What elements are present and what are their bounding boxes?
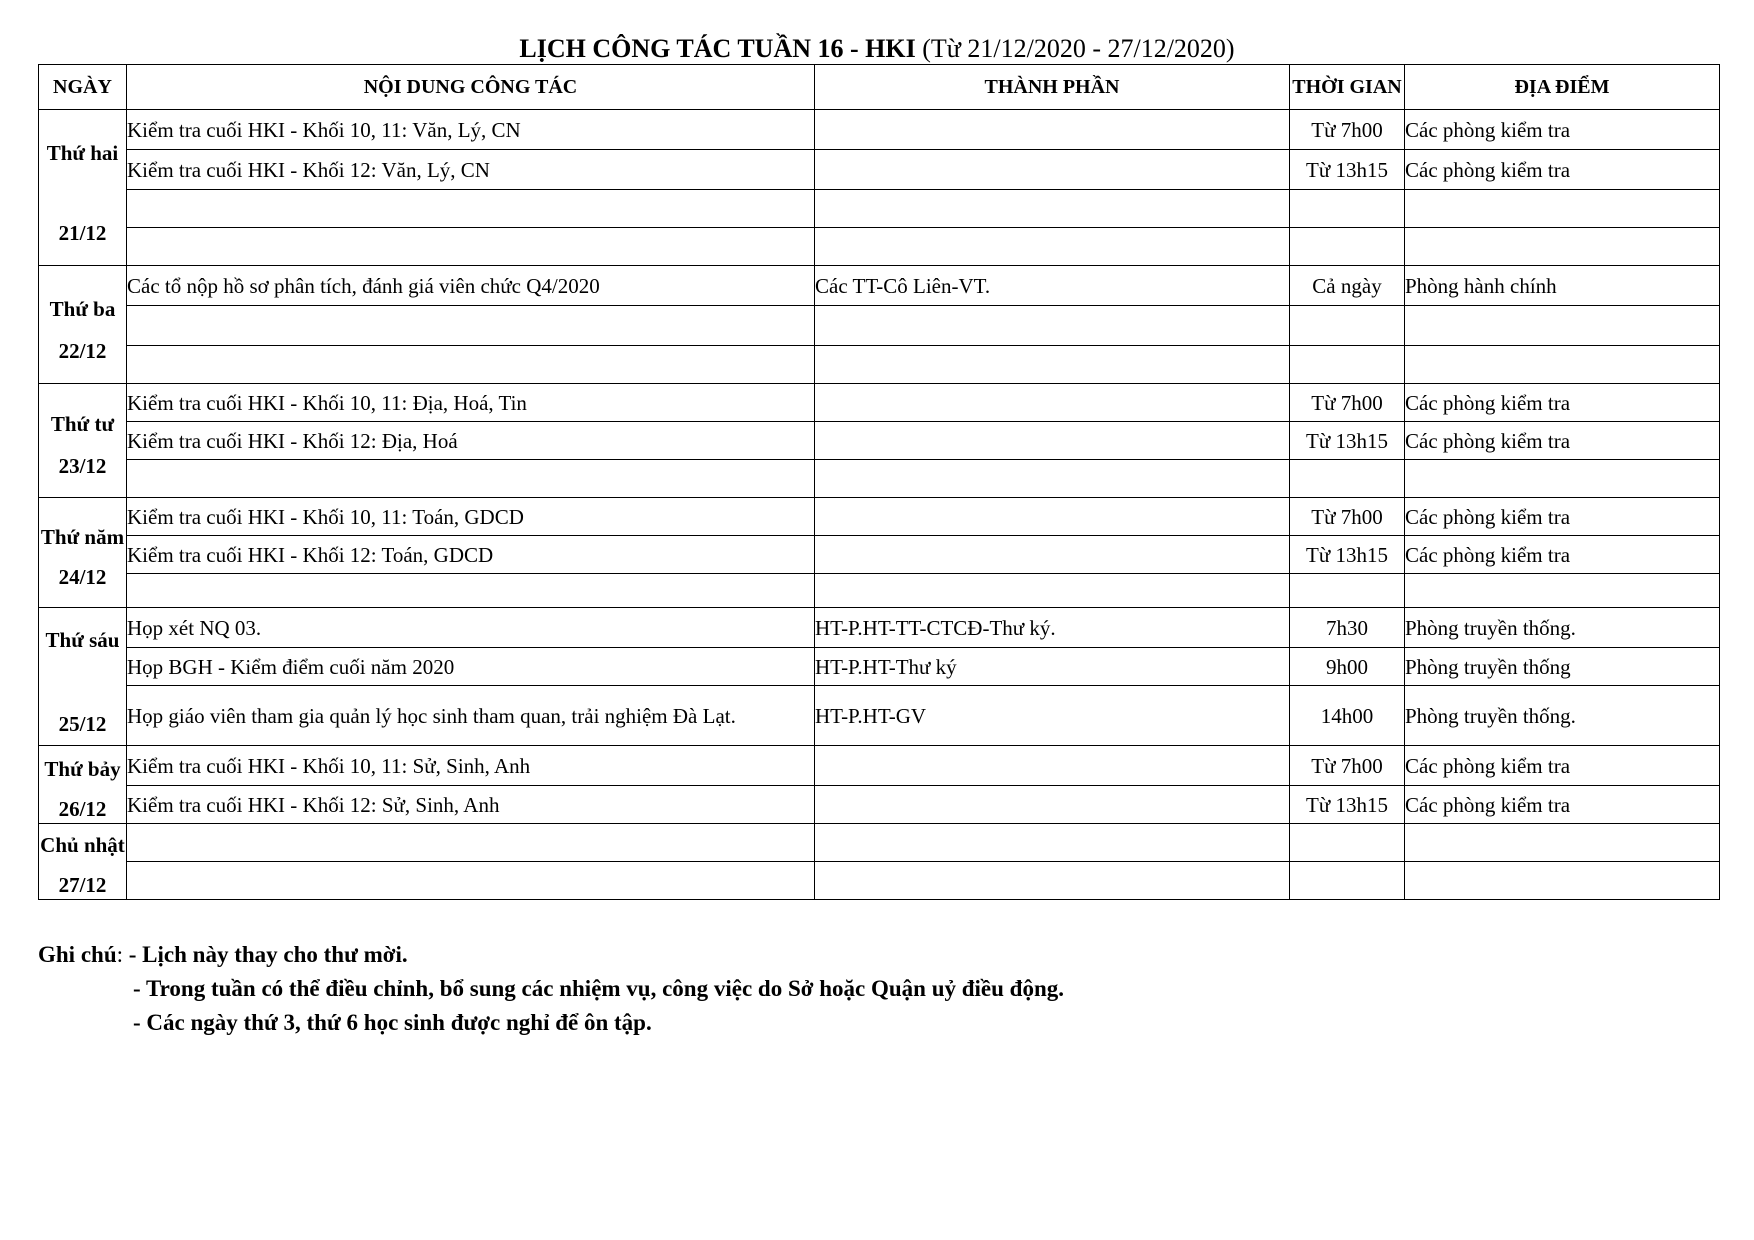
header-row: [39, 65, 1720, 110]
table-row: [39, 862, 1720, 900]
members-cell: [815, 384, 1290, 422]
day-date: 24/12: [58, 564, 107, 589]
header-content: NỘI DUNG CÔNG TÁC: [127, 65, 815, 110]
day-name: Thứ bảy: [44, 756, 121, 781]
day-cell: [39, 608, 127, 746]
schedule-table: [38, 64, 1720, 900]
members-cell: [815, 460, 1290, 498]
time-cell: Từ 13h15: [1290, 150, 1405, 190]
day-name: Thứ tư: [50, 411, 115, 436]
time-cell: 9h00: [1290, 648, 1405, 686]
place-cell: Phòng hành chính: [1405, 266, 1720, 306]
day-name: Thứ sáu: [45, 627, 120, 652]
day-cell: [39, 266, 127, 384]
time-cell: Từ 7h00: [1290, 110, 1405, 150]
content-cell: Kiểm tra cuối HKI - Khối 12: Địa, Hoá: [127, 422, 815, 460]
time-cell: [1290, 346, 1405, 384]
table-row: [39, 824, 1720, 862]
day-date: 26/12: [58, 796, 107, 821]
table-row: [39, 266, 1720, 306]
time-cell: Từ 7h00: [1290, 498, 1405, 536]
header-place: ĐỊA ĐIỂM: [1405, 65, 1720, 110]
content-cell: [127, 346, 815, 384]
notes-section: [38, 938, 1064, 1040]
table-row: [39, 574, 1720, 608]
header-members: THÀNH PHẦN: [815, 65, 1290, 110]
day-name: Thứ năm: [40, 524, 125, 549]
members-cell: HT-P.HT-Thư ký: [815, 648, 1290, 686]
day-date: 23/12: [58, 453, 107, 478]
table-row: [39, 686, 1720, 746]
day-date: 25/12: [58, 711, 107, 736]
content-cell: Kiểm tra cuối HKI - Khối 10, 11: Toán, GDCD: [127, 498, 815, 536]
members-cell: [815, 150, 1290, 190]
document-title: [0, 34, 1754, 64]
table-row: [39, 746, 1720, 786]
table-row: [39, 110, 1720, 150]
members-cell: [815, 190, 1290, 228]
header-time: THỜI GIAN: [1290, 65, 1405, 110]
table-row: [39, 422, 1720, 460]
place-cell: Các phòng kiểm tra: [1405, 422, 1720, 460]
time-cell: 14h00: [1290, 686, 1405, 746]
place-cell: [1405, 460, 1720, 498]
members-cell: [815, 498, 1290, 536]
time-cell: 7h30: [1290, 608, 1405, 648]
members-cell: [815, 746, 1290, 786]
day-cell: [39, 498, 127, 608]
time-cell: [1290, 460, 1405, 498]
content-cell: Kiểm tra cuối HKI - Khối 10, 11: Sử, Sinh, Anh: [127, 746, 815, 786]
time-cell: [1290, 306, 1405, 346]
table-row: [39, 346, 1720, 384]
members-cell: [815, 306, 1290, 346]
content-cell: [127, 862, 815, 900]
place-cell: Các phòng kiểm tra: [1405, 536, 1720, 574]
place-cell: Phòng truyền thống: [1405, 648, 1720, 686]
content-cell: Kiểm tra cuối HKI - Khối 10, 11: Văn, Lý, CN: [127, 110, 815, 150]
content-cell: [127, 574, 815, 608]
time-cell: [1290, 824, 1405, 862]
time-cell: Từ 13h15: [1290, 786, 1405, 824]
content-cell: [127, 228, 815, 266]
day-name: Thứ ba: [49, 296, 116, 321]
place-cell: [1405, 574, 1720, 608]
time-cell: Từ 7h00: [1290, 746, 1405, 786]
members-cell: [815, 824, 1290, 862]
table-row: [39, 228, 1720, 266]
day-cell: [39, 110, 127, 266]
table-row: [39, 608, 1720, 648]
place-cell: [1405, 228, 1720, 266]
schedule-body: [39, 110, 1720, 900]
content-cell: Họp giáo viên tham gia quản lý học sinh tham quan, trải nghiệm Đà Lạt.: [127, 686, 815, 746]
place-cell: Các phòng kiểm tra: [1405, 384, 1720, 422]
day-cell: [39, 384, 127, 498]
time-cell: Từ 13h15: [1290, 422, 1405, 460]
time-cell: [1290, 190, 1405, 228]
table-row: [39, 536, 1720, 574]
time-cell: Cả ngày: [1290, 266, 1405, 306]
content-cell: Kiểm tra cuối HKI - Khối 12: Văn, Lý, CN: [127, 150, 815, 190]
table-row: [39, 384, 1720, 422]
members-cell: [815, 110, 1290, 150]
table-row: [39, 498, 1720, 536]
table-row: [39, 306, 1720, 346]
time-cell: [1290, 228, 1405, 266]
place-cell: Các phòng kiểm tra: [1405, 786, 1720, 824]
content-cell: Họp BGH - Kiểm điểm cuối năm 2020: [127, 648, 815, 686]
place-cell: [1405, 824, 1720, 862]
members-cell: Các TT-Cô Liên-VT.: [815, 266, 1290, 306]
note-text: - Lịch này thay cho thư mời.: [128, 942, 408, 967]
day-date: 22/12: [58, 338, 107, 363]
members-cell: [815, 786, 1290, 824]
time-cell: Từ 13h15: [1290, 536, 1405, 574]
place-cell: [1405, 346, 1720, 384]
content-cell: [127, 824, 815, 862]
content-cell: Các tổ nộp hồ sơ phân tích, đánh giá viên chức Q4/2020: [127, 266, 815, 306]
members-cell: [815, 228, 1290, 266]
members-cell: HT-P.HT-TT-CTCĐ-Thư ký.: [815, 608, 1290, 648]
content-cell: Kiểm tra cuối HKI - Khối 10, 11: Địa, Hoá, Tin: [127, 384, 815, 422]
note-line-2: - Trong tuần có thể điều chỉnh, bổ sung các nhiệm vụ, công việc do Sở hoặc Quận uỷ điều động.: [133, 976, 1065, 1001]
members-cell: [815, 536, 1290, 574]
members-cell: [815, 862, 1290, 900]
time-cell: [1290, 862, 1405, 900]
table-row: [39, 190, 1720, 228]
table-row: [39, 150, 1720, 190]
place-cell: [1405, 306, 1720, 346]
table-row: [39, 648, 1720, 686]
title-date-range: (Từ 21/12/2020 - 27/12/2020): [922, 34, 1235, 63]
table-row: [39, 786, 1720, 824]
place-cell: Các phòng kiểm tra: [1405, 150, 1720, 190]
table-row: [39, 460, 1720, 498]
day-date: 21/12: [58, 220, 107, 245]
title-main: LỊCH CÔNG TÁC TUẦN 16 - HKI: [519, 34, 916, 63]
note-line-1: Ghi chú: - Lịch này thay cho thư mời.: [38, 942, 408, 967]
time-cell: [1290, 574, 1405, 608]
place-cell: [1405, 190, 1720, 228]
place-cell: Các phòng kiểm tra: [1405, 746, 1720, 786]
content-cell: [127, 460, 815, 498]
day-date: 27/12: [58, 872, 107, 897]
time-cell: Từ 7h00: [1290, 384, 1405, 422]
content-cell: Kiểm tra cuối HKI - Khối 12: Toán, GDCD: [127, 536, 815, 574]
place-cell: Các phòng kiểm tra: [1405, 110, 1720, 150]
place-cell: Các phòng kiểm tra: [1405, 498, 1720, 536]
place-cell: Phòng truyền thống.: [1405, 686, 1720, 746]
header-day: NGÀY: [39, 65, 127, 110]
note-line-3: - Các ngày thứ 3, thứ 6 học sinh được nghỉ để ôn tập.: [133, 1010, 652, 1035]
content-cell: Kiểm tra cuối HKI - Khối 12: Sử, Sinh, Anh: [127, 786, 815, 824]
content-cell: Họp xét NQ 03.: [127, 608, 815, 648]
day-name: Thứ hai: [46, 140, 119, 165]
day-cell: [39, 824, 127, 900]
day-cell: [39, 746, 127, 824]
content-cell: [127, 306, 815, 346]
content-cell: [127, 190, 815, 228]
place-cell: Phòng truyền thống.: [1405, 608, 1720, 648]
members-cell: [815, 422, 1290, 460]
members-cell: HT-P.HT-GV: [815, 686, 1290, 746]
day-name: Chủ nhật: [40, 832, 125, 857]
place-cell: [1405, 862, 1720, 900]
members-cell: [815, 346, 1290, 384]
members-cell: [815, 574, 1290, 608]
notes-label: Ghi chú: [38, 942, 117, 967]
